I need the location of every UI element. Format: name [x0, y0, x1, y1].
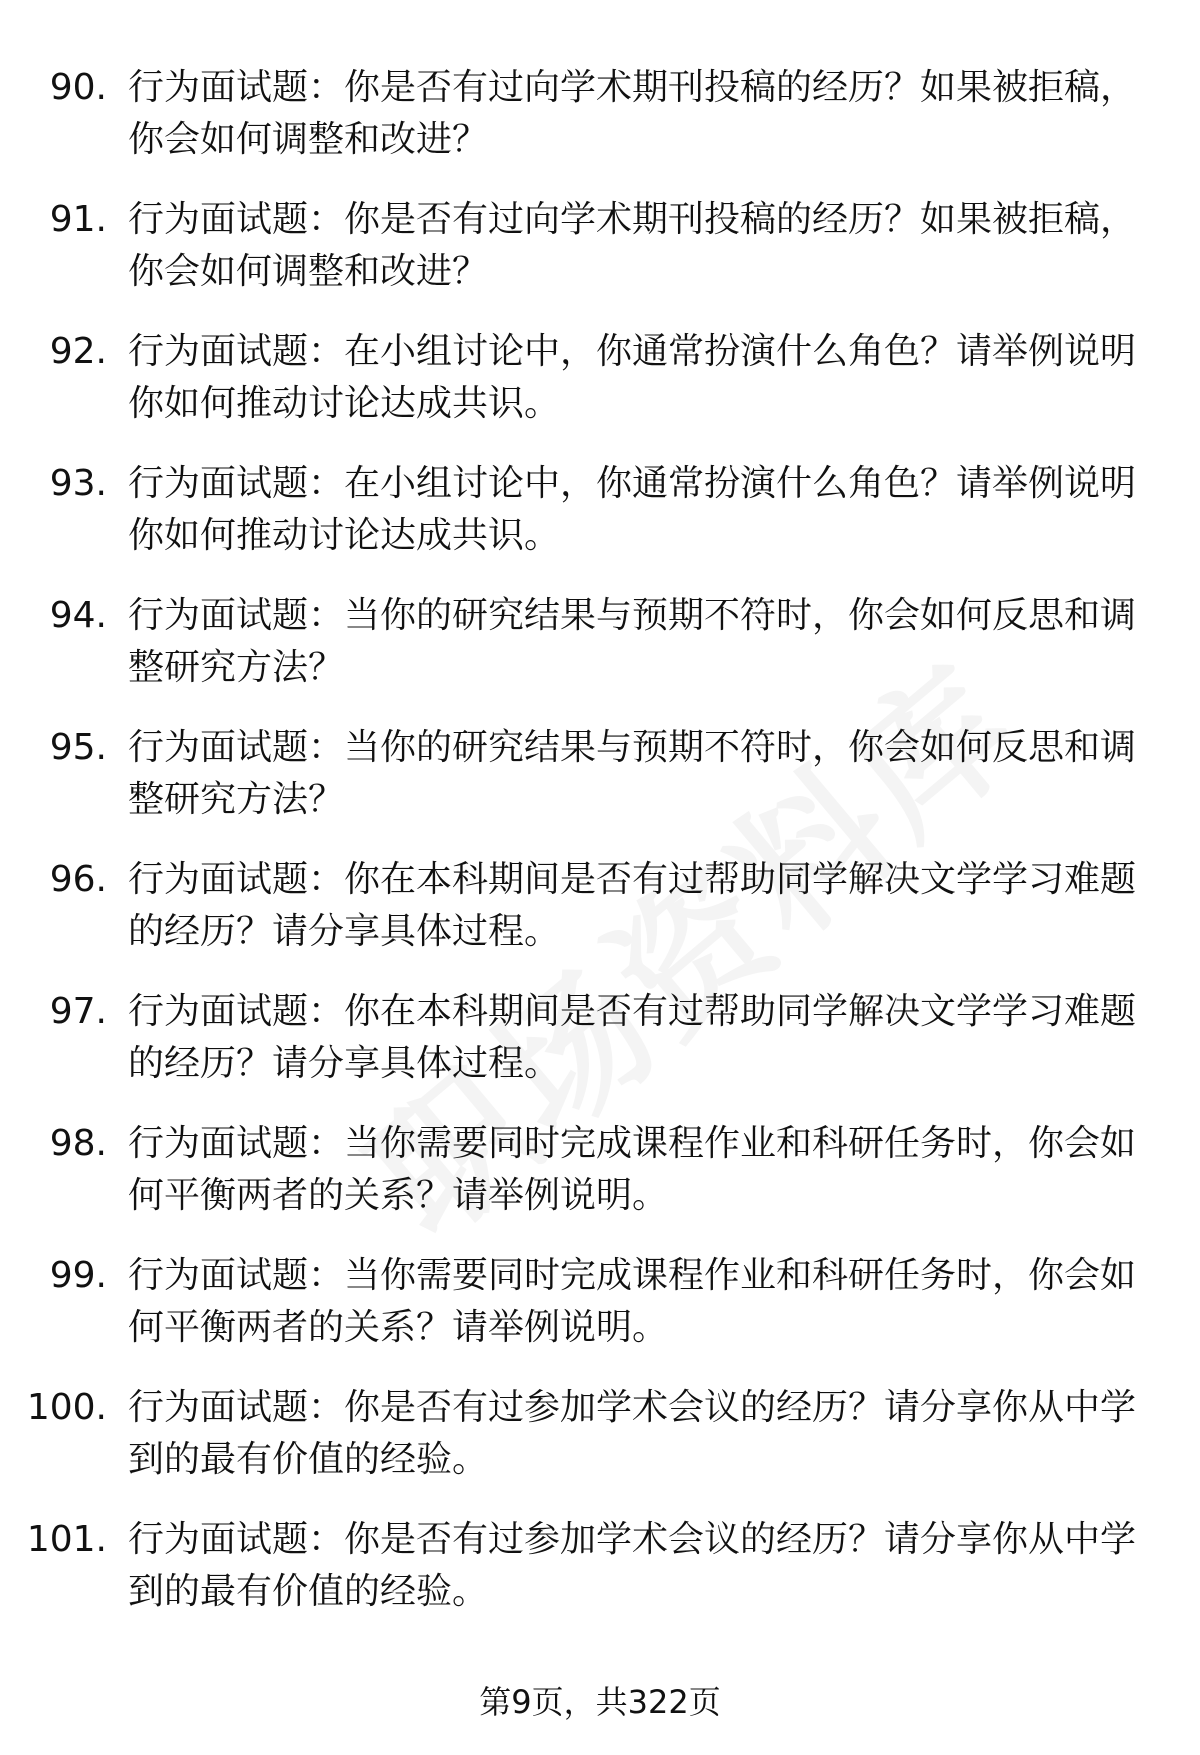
item-number: 91.: [49, 199, 107, 240]
item-text: 行为面试题：你在本科期间是否有过帮助同学解决文学学习难题的经历？请分享具体过程。: [128, 859, 1137, 952]
item-text: 行为面试题：你是否有过向学术期刊投稿的经历？如果被拒稿，你会如何调整和改进？: [128, 199, 1137, 292]
list-item: [0, 326, 1200, 458]
item-text: 行为面试题：当你需要同时完成课程作业和科研任务时，你会如何平衡两者的关系？请举例说明。: [128, 1123, 1137, 1216]
page-footer: 第9页，共322页: [479, 1683, 721, 1721]
item-text: 行为面试题：在小组讨论中，你通常扮演什么角色？请举例说明你如何推动讨论达成共识。: [128, 331, 1137, 424]
list-item: [0, 458, 1200, 590]
list-item: [0, 194, 1200, 326]
item-text: 行为面试题：在小组讨论中，你通常扮演什么角色？请举例说明你如何推动讨论达成共识。: [128, 463, 1137, 556]
item-number: 96.: [49, 859, 107, 900]
item-text: 行为面试题：当你的研究结果与预期不符时，你会如何反思和调整研究方法？: [128, 595, 1137, 688]
list-item: [0, 1118, 1200, 1250]
list-item: [0, 722, 1200, 854]
list-item: [0, 1250, 1200, 1382]
question-list: [0, 62, 1200, 1646]
item-text: 行为面试题：当你的研究结果与预期不符时，你会如何反思和调整研究方法？: [128, 727, 1137, 820]
item-number: 93.: [49, 463, 107, 504]
item-text: 行为面试题：你是否有过参加学术会议的经历？请分享你从中学到的最有价值的经验。: [128, 1519, 1137, 1612]
item-text: 行为面试题：你是否有过向学术期刊投稿的经历？如果被拒稿，你会如何调整和改进？: [128, 67, 1137, 160]
list-item: [0, 1514, 1200, 1646]
item-text: 行为面试题：你是否有过参加学术会议的经历？请分享你从中学到的最有价值的经验。: [128, 1387, 1137, 1480]
item-number: 94.: [49, 595, 107, 636]
item-number: 90.: [49, 67, 107, 108]
item-number: 95.: [49, 727, 107, 768]
item-number: 92.: [49, 331, 107, 372]
list-item: [0, 590, 1200, 722]
item-number: 98.: [49, 1123, 107, 1164]
item-number: 99.: [49, 1255, 107, 1296]
list-item: [0, 854, 1200, 986]
item-number: 101.: [26, 1519, 107, 1560]
item-text: 行为面试题：你在本科期间是否有过帮助同学解决文学学习难题的经历？请分享具体过程。: [128, 991, 1137, 1084]
item-text: 行为面试题：当你需要同时完成课程作业和科研任务时，你会如何平衡两者的关系？请举例说明。: [128, 1255, 1137, 1348]
list-item: [0, 62, 1200, 194]
list-item: [0, 1382, 1200, 1514]
item-number: 100.: [26, 1387, 107, 1428]
item-number: 97.: [49, 991, 107, 1032]
list-item: [0, 986, 1200, 1118]
